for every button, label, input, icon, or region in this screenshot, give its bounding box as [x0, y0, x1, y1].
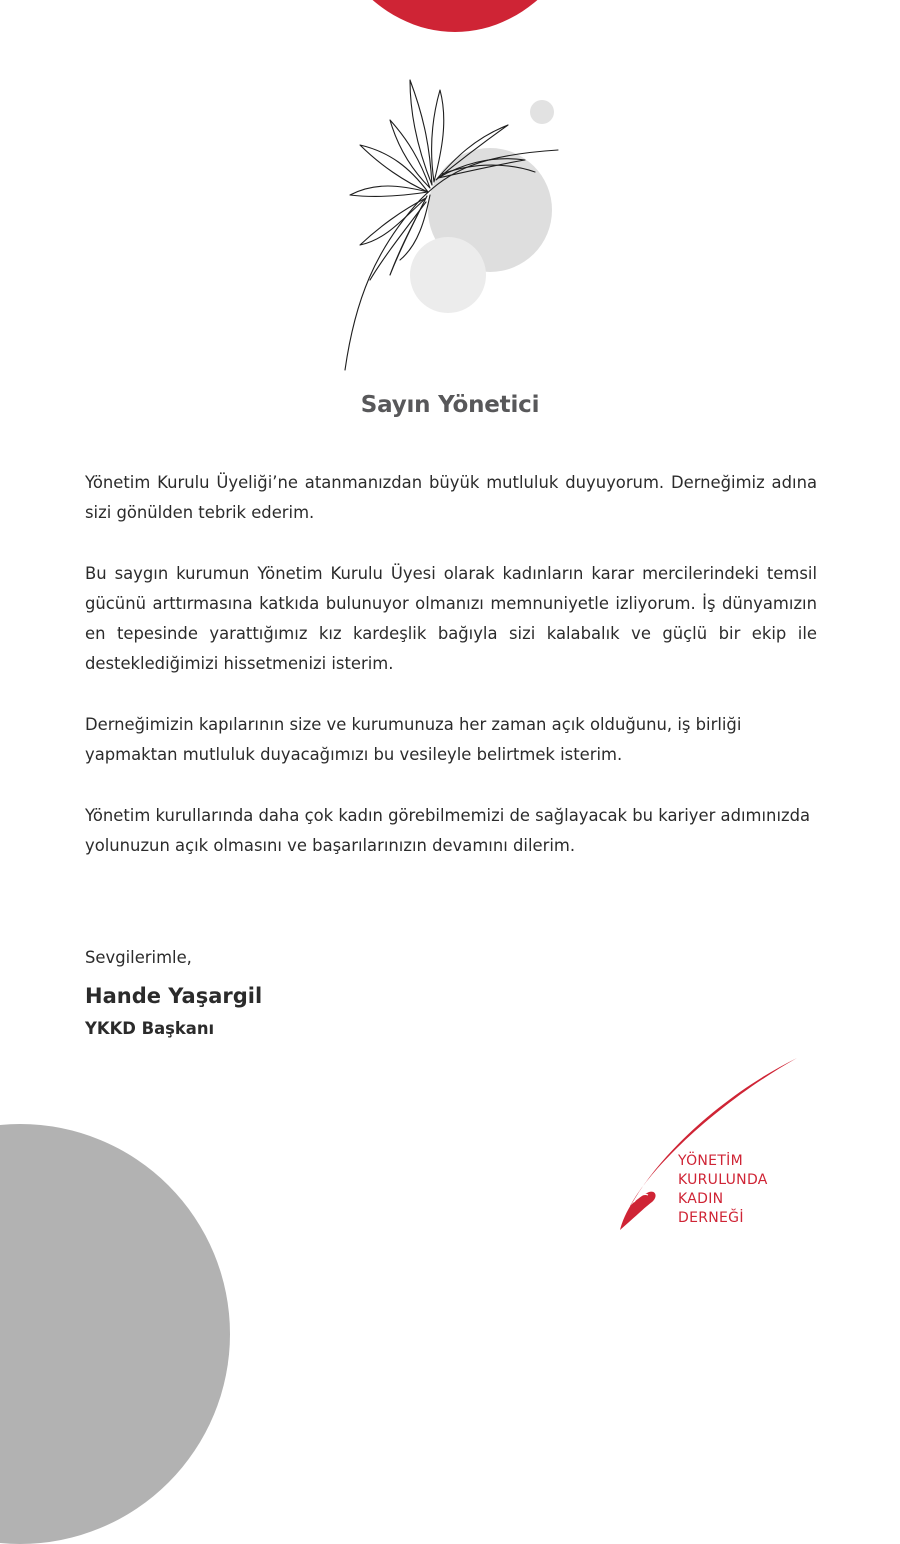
signer-name: Hande Yaşargil — [85, 984, 263, 1008]
closing-salutation: Sevgilerimle, — [85, 948, 192, 967]
letter-paragraph: Bu saygın kurumun Yönetim Kurulu Üyesi olarak kadınların karar mercilerindeki temsil gücünü arttırmasına katkıda bulunuyor olmanızı memnuniyetle izliyorum. İş dünyamızın en tepesinde yarattığımız kız kardeşlik bağıyla sizi kalabalık ve güçlü bir ekip ile desteklediğimizi hissetmenizi isterim. — [85, 564, 817, 673]
letter-paragraph: Derneğimizin kapılarının size ve kurumunuza her zaman açık olduğunu, iş birliği yapmaktan mutluluk duyacağımızı bu vesileyle belirtmek isterim. — [85, 715, 742, 764]
letter-paragraph: Yönetim Kurulu Üyeliği’ne atanmanızdan büyük mutluluk duyuyorum. Derneğimiz adına sizi gönülden tebrik ederim. — [85, 473, 817, 522]
logo-text-line: KADIN — [678, 1191, 724, 1207]
bottom-gray-circle-decoration — [0, 1124, 230, 1544]
top-red-circle-decoration — [312, 0, 598, 32]
letter-body — [85, 468, 817, 892]
letter-title: Sayın Yönetici — [360, 392, 540, 418]
logo-text-line: DERNEĞİ — [678, 1210, 744, 1226]
signer-role: YKKD Başkanı — [85, 1019, 215, 1038]
ykkd-logo-text — [678, 1152, 768, 1228]
logo-text-line: YÖNETİM — [678, 1153, 743, 1169]
flower-line-art-icon — [330, 70, 570, 380]
letter-paragraph: Yönetim kurullarında daha çok kadın görebilmemizi de sağlayacak bu kariyer adımınızda yolunuzun açık olmasını ve başarılarınızın devamını dilerim. — [85, 806, 811, 855]
logo-text-line: KURULUNDA — [678, 1172, 768, 1188]
